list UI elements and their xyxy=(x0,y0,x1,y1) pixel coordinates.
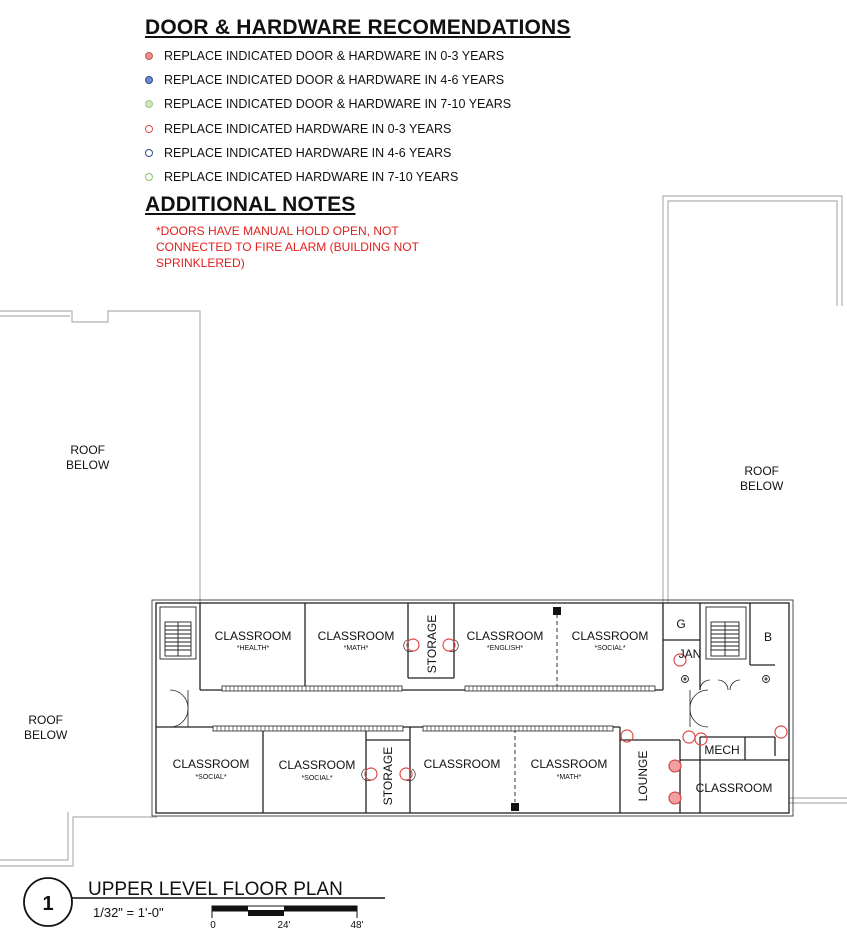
room-name: STORAGE xyxy=(381,746,395,806)
room-name: MECH xyxy=(704,743,740,757)
legend-title: DOOR & HARDWARE RECOMENDATIONS xyxy=(145,16,571,39)
scale-tick: 24' xyxy=(277,920,291,931)
room-name: CLASSROOM xyxy=(317,629,395,643)
scale-tick: 0 xyxy=(210,920,216,931)
drawing-scale: 1/32" = 1'-0" xyxy=(93,905,164,920)
room-subject: *MATH* xyxy=(343,645,369,652)
room-name: CLASSROOM xyxy=(466,629,544,643)
roof-label-line: ROOF xyxy=(28,713,63,727)
room-subject: *MATH* xyxy=(556,774,582,781)
room-name: G xyxy=(676,617,686,631)
room-name: CLASSROOM xyxy=(571,629,649,643)
note-line: SPRINKLERED) xyxy=(156,256,245,270)
roof-below-label xyxy=(740,464,783,494)
note-line: *DOORS HAVE MANUAL HOLD OPEN, NOT xyxy=(156,224,399,238)
room-name: STORAGE xyxy=(425,614,439,674)
roof-label-line: BELOW xyxy=(66,458,110,472)
column-marker xyxy=(553,607,561,615)
door-hardware-marker xyxy=(669,760,681,804)
room-name: B xyxy=(763,630,773,644)
roof-label-line: BELOW xyxy=(740,479,784,493)
legend-item-label: REPLACE INDICATED HARDWARE IN 7-10 YEARS xyxy=(164,170,459,184)
room-subject: *HEALTH* xyxy=(236,645,270,652)
title-block xyxy=(24,878,385,931)
room-name: LOUNGE xyxy=(636,750,650,802)
room-subject: *ENGLISH* xyxy=(486,645,524,652)
room-name: CLASSROOM xyxy=(695,781,773,795)
room-subject: *SOCIAL* xyxy=(594,645,626,652)
note-line: CONNECTED TO FIRE ALARM (BUILDING NOT xyxy=(156,240,419,254)
scale-tick: 48' xyxy=(350,920,364,931)
roof-below-label xyxy=(66,443,109,473)
roof-label-line: BELOW xyxy=(24,728,68,742)
lockers xyxy=(213,686,655,731)
locker-ticks xyxy=(217,686,649,731)
drawing-title: UPPER LEVEL FLOOR PLAN xyxy=(88,879,343,900)
room-name: CLASSROOM xyxy=(278,758,356,772)
legend-item-label: REPLACE INDICATED HARDWARE IN 4-6 YEARS xyxy=(164,146,452,160)
room-name: CLASSROOM xyxy=(530,757,608,771)
room-subject: *SOCIAL* xyxy=(195,774,227,781)
drawing-number: 1 xyxy=(42,893,54,915)
notes-title: ADDITIONAL NOTES xyxy=(145,193,356,216)
room-name: CLASSROOM xyxy=(423,757,501,771)
stair-right xyxy=(706,607,746,659)
column-marker xyxy=(511,803,519,811)
stair-left xyxy=(160,607,196,659)
legend-item-label: REPLACE INDICATED HARDWARE IN 0-3 YEARS xyxy=(164,122,452,136)
room-name: CLASSROOM xyxy=(172,757,250,771)
room-name: CLASSROOM xyxy=(214,629,292,643)
floor-drain xyxy=(682,676,770,683)
legend-item-label: REPLACE INDICATED DOOR & HARDWARE IN 0-3 YEARS xyxy=(164,49,505,63)
roof-label-line: ROOF xyxy=(70,443,105,457)
room-name: JAN xyxy=(678,647,702,661)
roof-label-line: ROOF xyxy=(744,464,779,478)
legend-item-label: REPLACE INDICATED DOOR & HARDWARE IN 7-10 YEARS xyxy=(164,97,512,111)
legend-item-label: REPLACE INDICATED DOOR & HARDWARE IN 4-6 YEARS xyxy=(164,73,505,87)
room-subject: *SOCIAL* xyxy=(301,775,333,782)
roof-below-label xyxy=(24,713,67,743)
